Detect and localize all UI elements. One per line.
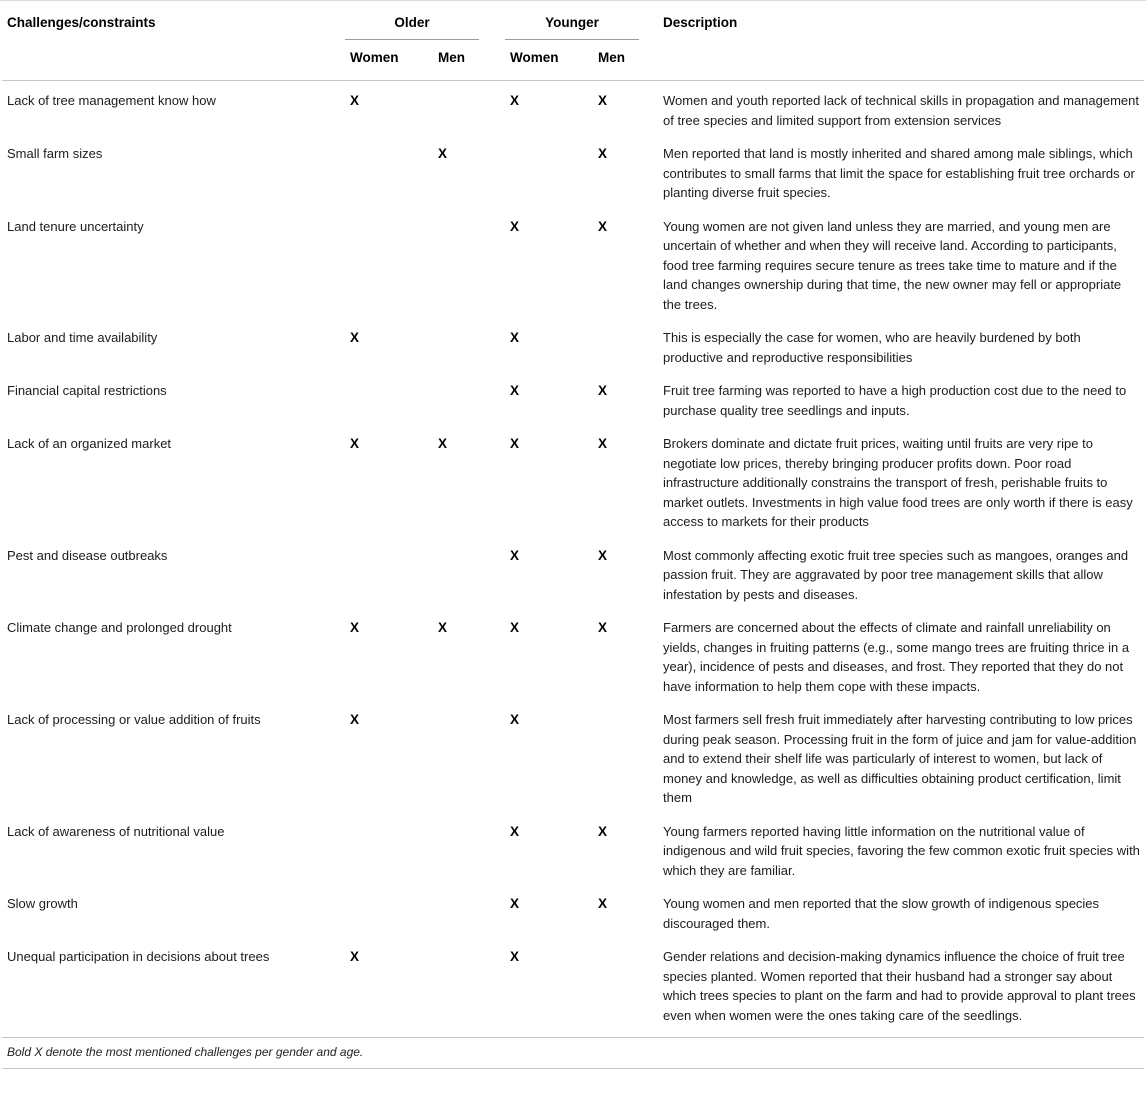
column-spacer-cell <box>479 207 505 319</box>
mark-older-men <box>433 207 479 319</box>
challenge-cell: Labor and time availability <box>7 330 158 345</box>
column-spacer-cell <box>479 81 505 135</box>
mark-older-women: X <box>350 712 360 727</box>
mark-younger-men: X <box>598 93 608 108</box>
mark-older-women: X <box>350 330 360 345</box>
mark-older-women: X <box>350 620 360 635</box>
description-cell: Fruit tree farming was reported to have a high production cost due to the need to purchase quality tree seedlings and inputs. <box>663 383 1127 418</box>
description-cell: Most commonly affecting exotic fruit tree species such as mangoes, oranges and passion fruit. They are aggravated by poor tree management skills that allow infestation by pests and diseases. <box>663 547 1129 602</box>
description-cell: Young farmers reported having little information on the nutritional value of indigenous and wild fruit species, favoring the few common exotic fruit species with which they are familiar. <box>663 823 1140 878</box>
description-cell: This is especially the case for women, who are heavily burdened by both productive and reproductive responsibilities <box>663 330 1081 365</box>
column-spacer-cell <box>479 884 505 937</box>
mark-younger-women: X <box>510 547 520 563</box>
header-challenges: Challenges/constraints <box>2 1 345 81</box>
header-group-older: Older <box>345 1 479 40</box>
mark-older-women <box>345 812 433 885</box>
challenge-cell: Unequal participation in decisions about trees <box>7 949 270 964</box>
description-cell: Young women are not given land unless they are married, and young men are uncertain of whether and when they will receive land. According to participants, food tree farming requires secure tenure as trees take time to mature and if the land changes ownership during that time, the new owner may fell or appropriate the trees. <box>663 218 1122 312</box>
challenge-cell: Financial capital restrictions <box>7 383 167 398</box>
mark-younger-women <box>505 134 593 207</box>
mark-younger-women: X <box>510 949 520 964</box>
description-cell: Brokers dominate and dictate fruit prices, waiting until fruits are very ripe to negotiate low prices, thereby bringing producer profits down. Poor road infrastructure additionally constrains the transport of fresh, perishable fruits to market outlets. Investments in high value food trees are only worth if there is easy access to markets for their products <box>663 436 1133 529</box>
mark-younger-men: X <box>598 547 608 563</box>
mark-older-men: X <box>438 620 448 635</box>
table-row <box>2 812 1144 885</box>
table-row <box>2 207 1144 319</box>
challenge-cell: Land tenure uncertainty <box>7 218 144 234</box>
mark-older-men <box>433 812 479 885</box>
mark-older-men <box>433 536 479 609</box>
mark-younger-men: X <box>598 383 608 398</box>
mark-older-women: X <box>350 93 360 108</box>
table-row <box>2 424 1144 536</box>
table-body <box>2 81 1144 1030</box>
mark-younger-men: X <box>598 146 608 161</box>
mark-younger-women: X <box>510 330 520 345</box>
mark-younger-men <box>593 937 639 1029</box>
column-spacer-cell <box>479 424 505 536</box>
mark-older-women <box>345 371 433 424</box>
mark-older-men: X <box>438 436 448 451</box>
mark-older-men <box>433 700 479 812</box>
table-row <box>2 608 1144 700</box>
mark-older-women <box>345 884 433 937</box>
description-cell: Farmers are concerned about the effects of climate and rainfall unreliability on yields, changes in fruiting patterns (e.g., some mango trees are fruiting thrice in a year), incidence of pests and diseases, and frost. They reported that they do not have information to help them cope with these impacts. <box>663 620 1130 694</box>
header-group-younger: Younger <box>505 1 639 40</box>
description-cell: Women and youth reported lack of technical skills in propagation and management of tree species and limited support from extension services <box>663 93 1140 128</box>
mark-younger-women: X <box>510 823 520 839</box>
mark-older-men <box>433 884 479 937</box>
mark-older-women <box>345 134 433 207</box>
table-row <box>2 318 1144 371</box>
column-spacer-cell <box>479 937 505 1029</box>
header-column-spacer <box>479 1 505 81</box>
mark-younger-women: X <box>510 896 520 911</box>
mark-older-men <box>433 81 479 135</box>
challenge-cell: Pest and disease outbreaks <box>7 547 168 563</box>
mark-younger-women: X <box>510 436 520 451</box>
mark-older-women <box>345 207 433 319</box>
table-row <box>2 134 1144 207</box>
column-spacer-cell <box>479 812 505 885</box>
mark-older-women: X <box>350 436 360 451</box>
column-spacer-cell <box>479 371 505 424</box>
description-cell: Men reported that land is mostly inherited and shared among male siblings, which contributes to small farms that limit the space for establishing fruit tree orchards or planting diverse fruit species. <box>663 146 1135 200</box>
table-header <box>2 1 1144 81</box>
mark-younger-men: X <box>598 620 608 635</box>
mark-younger-men <box>593 318 639 371</box>
challenge-cell: Slow growth <box>7 896 78 911</box>
column-spacer-cell <box>479 608 505 700</box>
challenge-cell: Lack of processing or value addition of fruits <box>7 712 261 727</box>
mark-younger-men <box>593 700 639 812</box>
header-older-women: Women <box>345 40 433 81</box>
column-spacer-cell <box>479 536 505 609</box>
column-spacer-cell <box>479 134 505 207</box>
table-row <box>2 81 1144 135</box>
column-spacer-cell <box>479 700 505 812</box>
mark-older-men <box>433 937 479 1029</box>
table-row <box>2 937 1144 1029</box>
header-younger-women: Women <box>505 40 593 81</box>
mark-younger-men: X <box>598 436 608 451</box>
challenge-cell: Small farm sizes <box>7 146 103 161</box>
challenge-cell: Climate change and prolonged drought <box>7 620 232 635</box>
table-row <box>2 700 1144 812</box>
header-older-men: Men <box>433 40 479 81</box>
challenge-cell: Lack of tree management know how <box>7 93 216 108</box>
mark-younger-men: X <box>598 823 608 839</box>
mark-older-men: X <box>438 146 448 161</box>
mark-younger-men: X <box>598 896 608 911</box>
table-row <box>2 884 1144 937</box>
header-younger-men: Men <box>593 40 639 81</box>
mark-younger-women: X <box>510 620 520 635</box>
table-row <box>2 536 1144 609</box>
challenges-table <box>2 1 1144 1029</box>
mark-younger-women: X <box>510 383 520 398</box>
description-cell: Most farmers sell fresh fruit immediately after harvesting contributing to low prices during peak season. Processing fruit in the form of juice and jam for value-addition and to extend their shelf life was particularly of interest to women, but lack of money and knowledge, as well as difficulties obtaining product certification, limit them <box>663 712 1137 805</box>
header-description: Description <box>639 1 1144 81</box>
group-header-row <box>2 1 1144 40</box>
mark-younger-women: X <box>510 218 520 234</box>
challenge-cell: Lack of awareness of nutritional value <box>7 823 225 839</box>
description-cell: Gender relations and decision-making dynamics influence the choice of fruit tree species planted. Women reported that their husband had a stronger say about which trees species to plant on the farm and had to provide approval to plant trees even when women were the ones taking care of the seedlings. <box>663 949 1136 1023</box>
mark-older-women <box>345 536 433 609</box>
mark-older-women: X <box>350 949 360 964</box>
table-row <box>2 371 1144 424</box>
mark-older-men <box>433 371 479 424</box>
mark-younger-men: X <box>598 218 608 234</box>
column-spacer-cell <box>479 318 505 371</box>
table-footnote: Bold X denote the most mentioned challenges per gender and age. <box>7 1045 364 1059</box>
footnote-section <box>2 1037 1144 1069</box>
mark-younger-women: X <box>510 712 520 727</box>
mark-younger-women: X <box>510 93 520 108</box>
description-cell: Young women and men reported that the slow growth of indigenous species discouraged them. <box>663 896 1100 931</box>
mark-older-men <box>433 318 479 371</box>
challenge-cell: Lack of an organized market <box>7 436 172 451</box>
